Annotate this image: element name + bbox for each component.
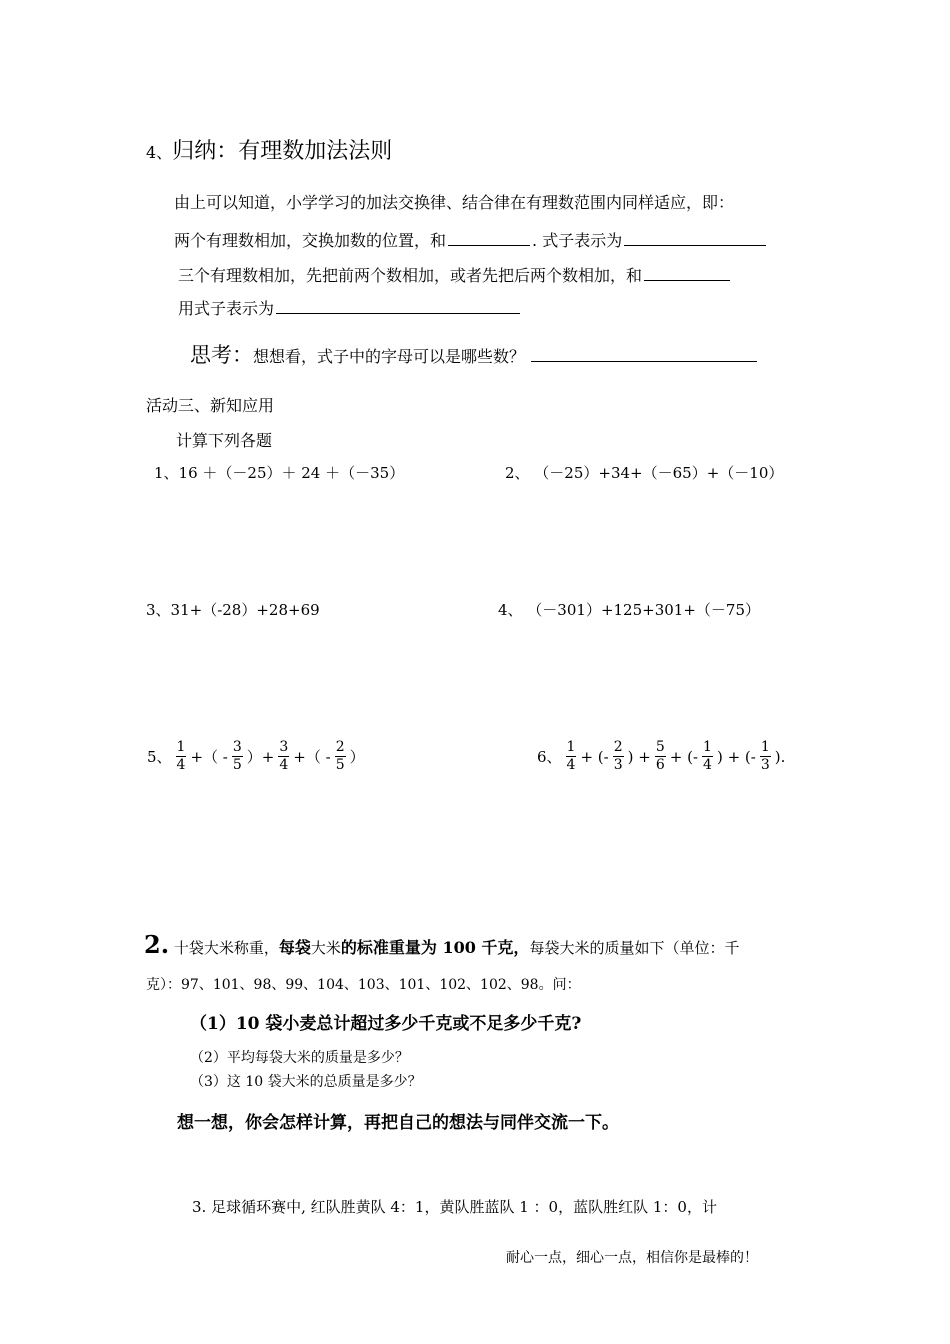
problem2-think: 想一想，你会怎样计算，再把自己的想法与同伴交流一下。 (177, 1113, 619, 1133)
denominator: 3 (613, 757, 623, 773)
operator: +（ - (293, 748, 331, 766)
numerator: 3 (279, 739, 289, 755)
problem-5 (146, 739, 366, 774)
think-label: 思考： (190, 343, 253, 367)
fraction (566, 739, 577, 774)
answer-blank[interactable] (276, 297, 520, 314)
think-text: 想想看，式子中的字母可以是哪些数？ (253, 347, 526, 366)
numerator: 1 (176, 739, 186, 755)
denominator: 5 (335, 757, 345, 773)
operator: ). (774, 747, 786, 766)
activity3-title: 活动三、新知应用 (146, 396, 275, 415)
section4-title: 归纳：有理数加法法则 (172, 139, 393, 164)
problem2-number: 2. (144, 930, 170, 959)
numerator: 2 (613, 739, 623, 755)
problem2-data: 克）：97、101、98、99、104、103、101、102、102、98。问： (146, 977, 581, 993)
operator: ) + (627, 747, 651, 766)
problem2-intro-b: 每袋 (278, 938, 311, 957)
problem-1: 1、16 ＋（－25）＋ 24 ＋（－35） (154, 464, 405, 482)
fraction (702, 739, 713, 774)
section4-heading (146, 134, 392, 165)
fraction (278, 739, 289, 774)
problem3-text: 3. 足球循环赛中, 红队胜黄队 4：1，黄队胜蓝队 1 ：0，蓝队胜红队 1：0，计 (192, 1198, 717, 1216)
section4-line3 (178, 263, 732, 286)
section4-line4-text: 用式子表示为 (178, 299, 275, 318)
operator: + (- (669, 747, 699, 766)
section4-line2 (174, 228, 768, 251)
operator: ) + (- (716, 747, 756, 766)
problem2-intro-c: 大米 (310, 939, 341, 957)
numerator: 5 (655, 739, 665, 755)
section4-line2-formula-label: . 式子表示为 (532, 231, 623, 250)
numerator: 1 (703, 739, 712, 755)
denominator: 4 (176, 757, 186, 773)
fraction (335, 739, 346, 774)
operator: ） (349, 748, 365, 766)
problem-6 (536, 739, 786, 774)
denominator: 4 (703, 757, 712, 773)
denominator: 4 (279, 757, 289, 773)
numerator: 1 (760, 739, 770, 755)
problem2-intro (144, 930, 739, 959)
fraction (232, 739, 243, 774)
section4-line4 (178, 296, 522, 319)
operator: + (- (580, 747, 609, 766)
denominator: 5 (232, 757, 242, 773)
problem2-q3: （3）这 10 袋大米的总质量是多少？ (190, 1074, 422, 1090)
fraction (760, 739, 771, 774)
denominator: 4 (566, 757, 576, 773)
problem-2: 2、 （－25）+34+（－65）+（－10） (505, 464, 784, 482)
denominator: 6 (655, 757, 665, 773)
footer-motto: 耐心一点，细心一点，相信你是最棒的！ (506, 1250, 758, 1266)
answer-blank[interactable] (448, 229, 530, 246)
problem2-q2: （2）平均每袋大米的质量是多少？ (190, 1050, 409, 1066)
denominator: 3 (760, 757, 770, 773)
operator: ）+ (246, 748, 275, 766)
problem2-intro-d: 的标准重量为 100 千克， (340, 938, 530, 957)
numerator: 1 (566, 739, 576, 755)
numerator: 3 (232, 739, 242, 755)
problem-3: 3、31+（-28）+28+69 (146, 601, 320, 619)
operator: +（ - (190, 748, 228, 766)
section4-number: 4、 (146, 143, 173, 162)
fraction (655, 739, 666, 774)
section4-line2-text: 两个有理数相加，交换加数的位置，和 (174, 231, 447, 250)
section4-line1: 由上可以知道，小学学习的加法交换律、结合律在有理数范围内同样适应，即： (174, 193, 735, 212)
answer-blank[interactable] (531, 345, 757, 362)
problem-6-label: 6、 (537, 748, 562, 766)
problem2-q1: （1）10 袋小麦总计超过多少千克或不足多少千克? (190, 1014, 582, 1034)
think-line (190, 339, 759, 369)
answer-blank[interactable] (644, 264, 730, 281)
fraction (176, 739, 187, 774)
answer-blank[interactable] (624, 229, 766, 246)
numerator: 2 (335, 739, 345, 755)
section4-line3-text: 三个有理数相加，先把前两个数相加，或者先把后两个数相加，和 (178, 266, 643, 285)
fraction (613, 739, 624, 774)
problem-4: 4、 （－301）+125+301+（－75） (498, 601, 760, 619)
problem-5-label: 5、 (147, 748, 172, 766)
activity3-subtitle: 计算下列各题 (176, 431, 273, 450)
problem2-intro-e: 每袋大米的质量如下（单位：千 (529, 939, 740, 957)
problem2-intro-a: 十袋大米称重， (173, 939, 279, 957)
